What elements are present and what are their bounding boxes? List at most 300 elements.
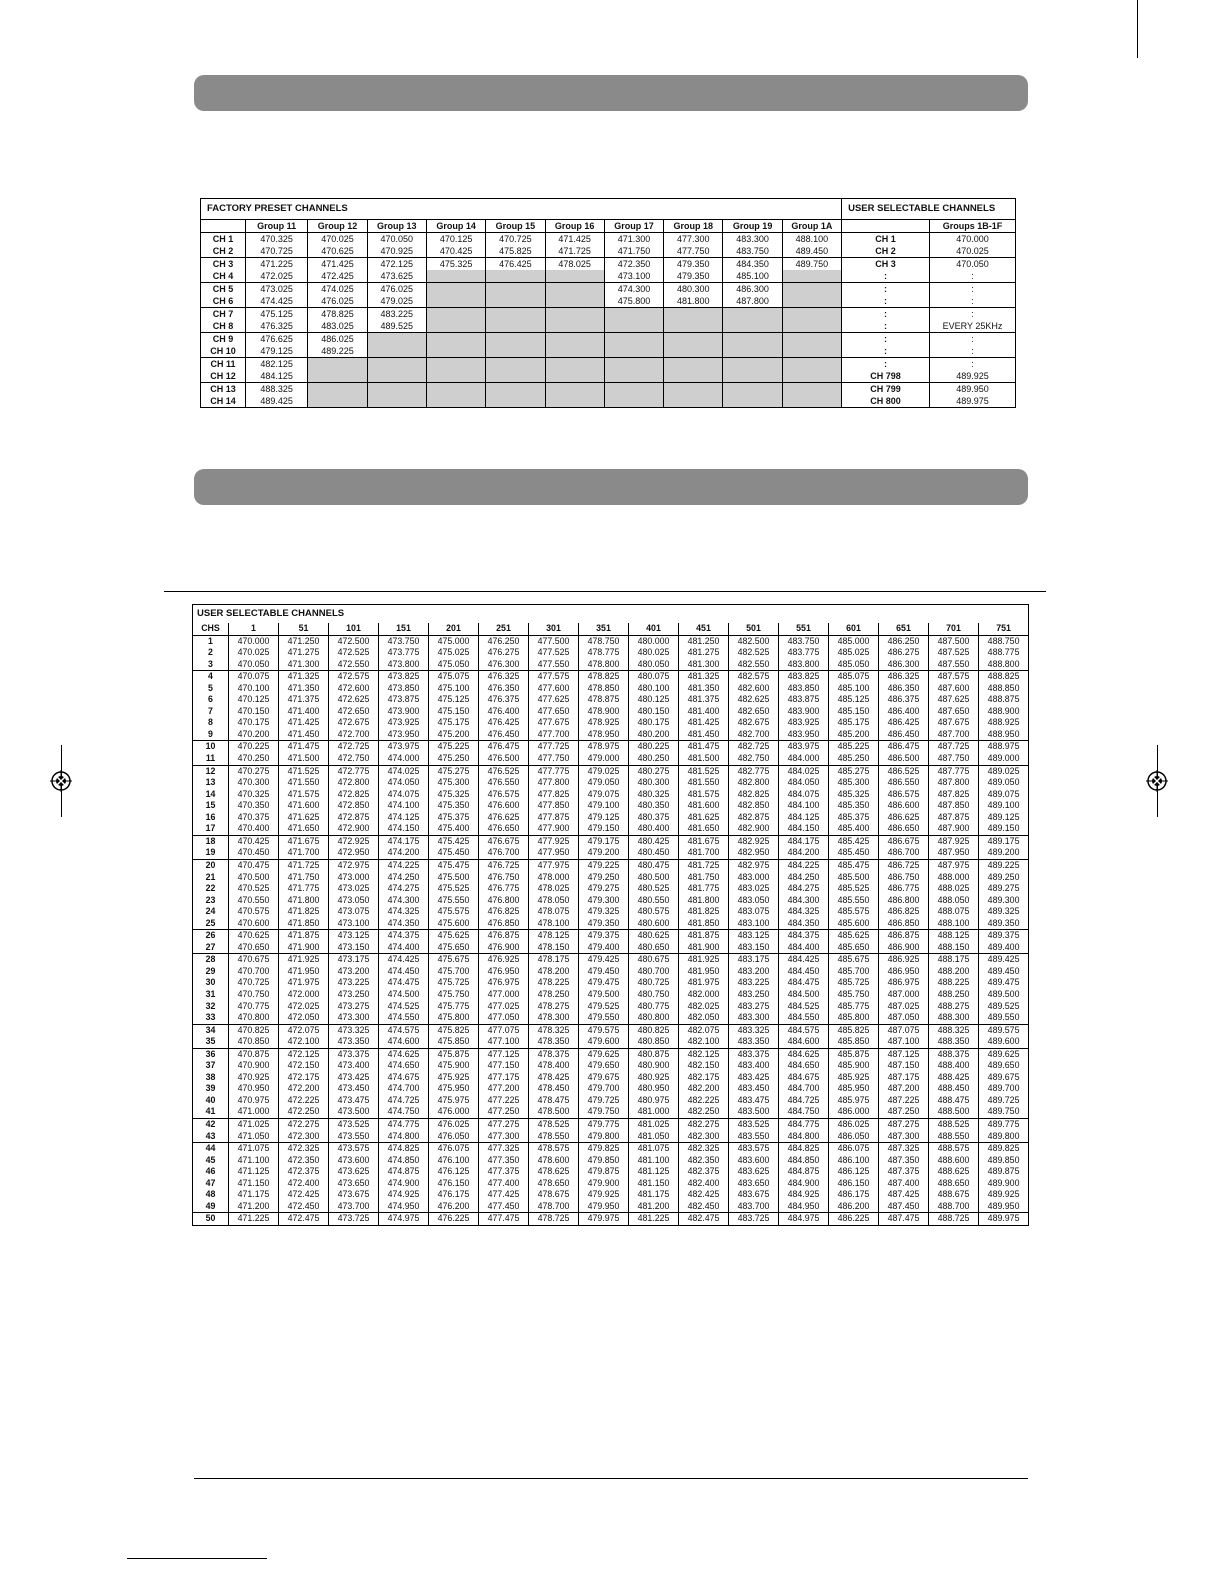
frequency-cell: 477.300 (479, 1131, 529, 1143)
empty-cell (664, 333, 723, 346)
frequency-cell: 480.925 (629, 1072, 679, 1084)
frequency-cell: 482.025 (679, 1001, 729, 1013)
frequency-cell: 473.675 (329, 1189, 379, 1201)
frequency-cell: 474.025 (308, 283, 367, 296)
group-header: Group 18 (664, 220, 723, 233)
frequency-cell: 475.225 (429, 741, 479, 753)
frequency-cell: 488.700 (929, 1201, 979, 1213)
frequency-cell: 478.600 (529, 1155, 579, 1167)
frequency-cell: 485.200 (829, 729, 879, 741)
channel-label: CH 6 (201, 295, 246, 308)
frequency-cell: 480.425 (629, 835, 679, 847)
frequency-cell: 479.275 (579, 883, 629, 895)
frequency-cell: 487.275 (879, 1118, 929, 1130)
empty-cell (782, 383, 841, 396)
channel-number: 35 (193, 1036, 229, 1048)
frequency-cell: 483.000 (729, 871, 779, 883)
frequency-cell: 483.825 (779, 671, 829, 683)
frequency-cell: 471.350 (279, 683, 329, 695)
frequency-cell: 477.125 (479, 1048, 529, 1060)
channel-number: 10 (193, 741, 229, 753)
frequency-cell: 477.500 (529, 635, 579, 647)
frequency-cell: 473.425 (329, 1072, 379, 1084)
frequency-cell: 486.725 (879, 859, 929, 871)
frequency-cell: 479.850 (579, 1155, 629, 1167)
frequency-cell: 480.525 (629, 883, 679, 895)
frequency-cell: 473.600 (329, 1155, 379, 1167)
frequency-cell: 482.175 (679, 1072, 729, 1084)
factory-row (201, 270, 1016, 283)
frequency-cell: 475.825 (486, 245, 545, 258)
frequency-cell: 485.175 (829, 717, 879, 729)
user-channel-value: 470.025 (930, 245, 1016, 258)
frequency-cell: 484.625 (779, 1048, 829, 1060)
channel-number: 5 (193, 683, 229, 695)
frequency-cell: 486.975 (879, 977, 929, 989)
frequency-cell: 482.075 (679, 1024, 729, 1036)
frequency-cell: 484.400 (779, 942, 829, 954)
frequency-cell: 481.275 (679, 647, 729, 659)
frequency-cell: 488.925 (979, 717, 1029, 729)
frequency-cell: 475.100 (429, 683, 479, 695)
user-selectable-table (192, 604, 1029, 1226)
channel-number: 27 (193, 942, 229, 954)
frequency-cell: 472.925 (329, 835, 379, 847)
frequency-cell: 483.800 (779, 659, 829, 671)
frequency-cell: 482.350 (679, 1155, 729, 1167)
empty-cell (367, 370, 426, 383)
frequency-cell: 474.875 (379, 1166, 429, 1178)
frequency-cell: 474.625 (379, 1048, 429, 1060)
frequency-cell: 486.825 (879, 906, 929, 918)
frequency-cell: 482.225 (679, 1095, 729, 1107)
frequency-cell: 480.475 (629, 859, 679, 871)
frequency-cell: 477.200 (479, 1083, 529, 1095)
user-row (193, 1095, 1029, 1107)
frequency-cell: 477.100 (479, 1036, 529, 1048)
frequency-cell: 476.325 (245, 320, 307, 333)
frequency-cell: 487.525 (929, 647, 979, 659)
channel-number: 20 (193, 859, 229, 871)
frequency-cell: 471.500 (279, 753, 329, 765)
frequency-cell: 481.350 (679, 683, 729, 695)
frequency-cell: 475.550 (429, 895, 479, 907)
frequency-cell: 473.975 (379, 741, 429, 753)
user-row (193, 1106, 1029, 1118)
frequency-cell: 486.025 (308, 333, 367, 346)
frequency-cell: 474.525 (379, 1001, 429, 1013)
channel-number: 34 (193, 1024, 229, 1036)
frequency-cell: 474.275 (379, 883, 429, 895)
user-row (193, 647, 1029, 659)
frequency-cell: 473.475 (329, 1095, 379, 1107)
frequency-cell: 485.800 (829, 1012, 879, 1024)
frequency-cell: 473.750 (379, 635, 429, 647)
frequency-cell: 488.100 (929, 918, 979, 930)
factory-row (201, 295, 1016, 308)
frequency-cell: 472.825 (329, 789, 379, 801)
user-channel-label: CH 800 (842, 395, 930, 408)
factory-title-row (201, 199, 1016, 220)
frequency-cell: 470.725 (245, 245, 307, 258)
frequency-cell: 481.850 (679, 918, 729, 930)
frequency-cell: 473.575 (329, 1143, 379, 1155)
empty-cell (426, 345, 485, 358)
frequency-cell: 484.900 (779, 1178, 829, 1190)
frequency-cell: 480.325 (629, 789, 679, 801)
frequency-cell: 480.275 (629, 765, 679, 777)
frequency-cell: 480.050 (629, 659, 679, 671)
frequency-cell: 480.350 (629, 800, 679, 812)
channel-number: 15 (193, 800, 229, 812)
frequency-cell: 481.975 (679, 977, 729, 989)
frequency-cell: 474.075 (379, 789, 429, 801)
channel-number: 48 (193, 1189, 229, 1201)
frequency-cell: 484.075 (779, 789, 829, 801)
group-header: Group 19 (723, 220, 782, 233)
frequency-cell: 486.625 (879, 812, 929, 824)
frequency-cell: 477.725 (529, 741, 579, 753)
frequency-cell: 471.100 (229, 1155, 279, 1167)
frequency-cell: 488.250 (929, 989, 979, 1001)
empty-cell (426, 283, 485, 296)
frequency-cell: 470.675 (229, 954, 279, 966)
frequency-cell: 485.100 (829, 683, 879, 695)
frequency-cell: 484.200 (779, 847, 829, 859)
frequency-cell: 471.700 (279, 847, 329, 859)
channel-label: CH 12 (201, 370, 246, 383)
frequency-cell: 471.675 (279, 835, 329, 847)
frequency-cell: 482.500 (729, 635, 779, 647)
frequency-cell: 475.025 (429, 647, 479, 659)
frequency-cell: 487.425 (879, 1189, 929, 1201)
frequency-cell: 476.175 (429, 1189, 479, 1201)
frequency-cell: 486.225 (829, 1213, 879, 1226)
frequency-cell: 485.975 (829, 1095, 879, 1107)
frequency-cell: 471.425 (545, 233, 604, 246)
frequency-cell: 483.350 (729, 1036, 779, 1048)
frequency-cell: 488.975 (979, 741, 1029, 753)
frequency-cell: 471.750 (279, 871, 329, 883)
frequency-cell: 485.575 (829, 906, 879, 918)
frequency-cell: 471.075 (229, 1143, 279, 1155)
channel-number: 25 (193, 918, 229, 930)
frequency-cell: 471.950 (279, 966, 329, 978)
frequency-cell: 475.525 (429, 883, 479, 895)
frequency-cell: 475.475 (429, 859, 479, 871)
frequency-cell: 485.100 (723, 270, 782, 283)
frequency-cell: 486.475 (879, 741, 929, 753)
empty-cell (723, 358, 782, 371)
frequency-cell: 475.125 (245, 308, 307, 321)
frequency-cell: 477.800 (529, 777, 579, 789)
frequency-cell: 470.625 (229, 930, 279, 942)
empty-cell (604, 345, 663, 358)
frequency-cell: 476.925 (479, 954, 529, 966)
frequency-cell: 476.525 (479, 765, 529, 777)
frequency-cell: 472.350 (604, 258, 663, 271)
frequency-cell: 485.275 (829, 765, 879, 777)
frequency-cell: 479.025 (579, 765, 629, 777)
empty-cell (604, 383, 663, 396)
frequency-cell: 487.850 (929, 800, 979, 812)
frequency-cell: 487.200 (879, 1083, 929, 1095)
frequency-cell: 486.650 (879, 823, 929, 835)
empty-cell (545, 358, 604, 371)
frequency-cell: 475.625 (429, 930, 479, 942)
user-channel-value: : (930, 333, 1016, 346)
frequency-cell: 471.600 (279, 800, 329, 812)
frequency-cell: 474.800 (379, 1131, 429, 1143)
frequency-cell: 470.050 (367, 233, 426, 246)
frequency-cell: 474.175 (379, 835, 429, 847)
frequency-cell: 477.625 (529, 694, 579, 706)
empty-cell (782, 295, 841, 308)
frequency-cell: 471.900 (279, 942, 329, 954)
frequency-cell: 477.700 (529, 729, 579, 741)
user-header-blank (842, 220, 930, 233)
user-row (193, 835, 1029, 847)
channel-number: 7 (193, 706, 229, 718)
frequency-cell: 483.200 (729, 966, 779, 978)
frequency-cell: 485.150 (829, 706, 879, 718)
frequency-cell: 480.650 (629, 942, 679, 954)
channel-number: 17 (193, 823, 229, 835)
frequency-cell: 484.550 (779, 1012, 829, 1024)
empty-cell (308, 358, 367, 371)
frequency-cell: 484.350 (723, 258, 782, 271)
frequency-cell: 479.950 (579, 1201, 629, 1213)
channel-label: CH 8 (201, 320, 246, 333)
frequency-cell: 472.550 (329, 659, 379, 671)
frequency-cell: 478.300 (529, 1012, 579, 1024)
empty-cell (486, 395, 545, 408)
frequency-cell: 484.375 (779, 930, 829, 942)
frequency-cell: 482.800 (729, 777, 779, 789)
frequency-cell: 477.025 (479, 1001, 529, 1013)
frequency-cell: 472.075 (279, 1024, 329, 1036)
frequency-cell: 475.775 (429, 1001, 479, 1013)
frequency-cell: 471.800 (279, 895, 329, 907)
frequency-cell: 472.100 (279, 1036, 329, 1048)
frequency-cell: 470.025 (308, 233, 367, 246)
user-channel-value: 470.050 (930, 258, 1016, 271)
frequency-cell: 473.800 (379, 659, 429, 671)
user-table-title: USER SELECTABLE CHANNELS (193, 605, 1029, 624)
frequency-cell: 470.125 (229, 694, 279, 706)
frequency-cell: 488.325 (245, 383, 307, 396)
frequency-cell: 472.425 (308, 270, 367, 283)
channel-number: 19 (193, 847, 229, 859)
frequency-cell: 478.975 (579, 741, 629, 753)
frequency-cell: 475.950 (429, 1083, 479, 1095)
frequency-cell: 471.875 (279, 930, 329, 942)
frequency-cell: 474.425 (245, 295, 307, 308)
frequency-cell: 487.825 (929, 789, 979, 801)
frequency-cell: 483.400 (729, 1060, 779, 1072)
empty-cell (426, 383, 485, 396)
frequency-cell: 487.300 (879, 1131, 929, 1143)
empty-cell (664, 395, 723, 408)
frequency-cell: 479.575 (579, 1024, 629, 1036)
frequency-cell: 472.875 (329, 812, 379, 824)
frequency-cell: 481.875 (679, 930, 729, 942)
frequency-cell: 486.350 (879, 683, 929, 695)
empty-cell (545, 320, 604, 333)
user-channel-value: : (930, 308, 1016, 321)
user-channel-value: 489.975 (930, 395, 1016, 408)
empty-cell (723, 370, 782, 383)
empty-cell (723, 395, 782, 408)
frequency-cell: 484.525 (779, 1001, 829, 1013)
user-row (193, 954, 1029, 966)
group-header: Group 14 (426, 220, 485, 233)
frequency-cell: 477.375 (479, 1166, 529, 1178)
frequency-cell: 478.125 (529, 930, 579, 942)
frequency-cell: 479.550 (579, 1012, 629, 1024)
frequency-cell: 471.650 (279, 823, 329, 835)
frequency-cell: 478.650 (529, 1178, 579, 1190)
frequency-cell: 477.825 (529, 789, 579, 801)
empty-cell (426, 320, 485, 333)
frequency-cell: 484.850 (779, 1155, 829, 1167)
frequency-cell: 476.075 (429, 1143, 479, 1155)
frequency-cell: 475.250 (429, 753, 479, 765)
frequency-cell: 473.050 (329, 895, 379, 907)
frequency-cell: 474.825 (379, 1143, 429, 1155)
frequency-cell: 486.900 (879, 942, 929, 954)
frequency-cell: 480.625 (629, 930, 679, 942)
frequency-cell: 488.425 (929, 1072, 979, 1084)
user-row (193, 906, 1029, 918)
column-header: 151 (379, 623, 429, 635)
frequency-cell: 470.500 (229, 871, 279, 883)
frequency-cell: 473.625 (329, 1166, 379, 1178)
channel-number: 22 (193, 883, 229, 895)
frequency-cell: 479.525 (579, 1001, 629, 1013)
frequency-cell: 473.300 (329, 1012, 379, 1024)
frequency-cell: 488.600 (929, 1155, 979, 1167)
frequency-cell: 480.000 (629, 635, 679, 647)
frequency-cell: 470.975 (229, 1095, 279, 1107)
frequency-cell: 486.700 (879, 847, 929, 859)
frequency-cell: 478.225 (529, 977, 579, 989)
frequency-cell: 474.450 (379, 966, 429, 978)
empty-cell (723, 320, 782, 333)
frequency-cell: 473.325 (329, 1024, 379, 1036)
frequency-cell: 473.450 (329, 1083, 379, 1095)
frequency-cell: 475.425 (429, 835, 479, 847)
factory-row (201, 258, 1016, 271)
frequency-cell: 482.425 (679, 1189, 729, 1201)
user-channel-label: : (842, 333, 930, 346)
frequency-cell: 480.150 (629, 706, 679, 718)
frequency-cell: 473.275 (329, 1001, 379, 1013)
frequency-cell: 480.200 (629, 729, 679, 741)
channel-number: 21 (193, 871, 229, 883)
empty-cell (604, 320, 663, 333)
frequency-cell: 477.675 (529, 717, 579, 729)
frequency-cell: 473.400 (329, 1060, 379, 1072)
frequency-cell: 489.425 (979, 954, 1029, 966)
frequency-cell: 470.850 (229, 1036, 279, 1048)
frequency-cell: 482.100 (679, 1036, 729, 1048)
frequency-cell: 488.125 (929, 930, 979, 942)
frequency-cell: 472.625 (329, 694, 379, 706)
user-channel-value: : (930, 270, 1016, 283)
frequency-cell: 486.050 (829, 1131, 879, 1143)
frequency-cell: 480.875 (629, 1048, 679, 1060)
frequency-cell: 486.800 (879, 895, 929, 907)
user-row (193, 694, 1029, 706)
frequency-cell: 486.100 (829, 1155, 879, 1167)
frequency-cell: 485.825 (829, 1024, 879, 1036)
frequency-cell: 476.750 (479, 871, 529, 883)
frequency-cell: 475.050 (429, 659, 479, 671)
frequency-cell: 489.025 (979, 765, 1029, 777)
frequency-cell: 476.100 (429, 1155, 479, 1167)
frequency-cell: 483.050 (729, 895, 779, 907)
channel-number: 3 (193, 659, 229, 671)
frequency-cell: 486.300 (879, 659, 929, 671)
empty-cell (426, 333, 485, 346)
frequency-cell: 471.225 (229, 1213, 279, 1226)
frequency-cell: 489.000 (979, 753, 1029, 765)
section-rule (164, 591, 1046, 592)
empty-cell (367, 345, 426, 358)
frequency-cell: 484.450 (779, 966, 829, 978)
empty-cell (308, 395, 367, 408)
frequency-cell: 477.325 (479, 1143, 529, 1155)
frequency-cell: 489.625 (979, 1048, 1029, 1060)
channel-number: 45 (193, 1155, 229, 1167)
empty-cell (486, 283, 545, 296)
frequency-cell: 478.000 (529, 871, 579, 883)
frequency-cell: 489.950 (979, 1201, 1029, 1213)
frequency-cell: 475.650 (429, 942, 479, 954)
frequency-cell: 476.550 (479, 777, 529, 789)
frequency-cell: 479.375 (579, 930, 629, 942)
empty-cell (486, 308, 545, 321)
empty-cell (604, 395, 663, 408)
empty-cell (664, 383, 723, 396)
frequency-cell: 479.325 (579, 906, 629, 918)
frequency-cell: 471.425 (279, 717, 329, 729)
frequency-cell: 478.025 (545, 258, 604, 271)
channel-number: 8 (193, 717, 229, 729)
frequency-cell: 482.200 (679, 1083, 729, 1095)
frequency-cell: 483.575 (729, 1143, 779, 1155)
frequency-cell: 478.950 (579, 729, 629, 741)
empty-cell (367, 358, 426, 371)
frequency-cell: 470.325 (245, 233, 307, 246)
frequency-cell: 484.500 (779, 989, 829, 1001)
frequency-cell: 489.300 (979, 895, 1029, 907)
frequency-cell: 489.400 (979, 942, 1029, 954)
frequency-cell: 478.800 (579, 659, 629, 671)
frequency-cell: 484.250 (779, 871, 829, 883)
frequency-cell: 489.450 (979, 966, 1029, 978)
frequency-cell: 484.050 (779, 777, 829, 789)
frequency-cell: 482.700 (729, 729, 779, 741)
frequency-cell: 488.325 (929, 1024, 979, 1036)
frequency-cell: 489.775 (979, 1118, 1029, 1130)
frequency-cell: 472.025 (279, 1001, 329, 1013)
frequency-cell: 474.675 (379, 1072, 429, 1084)
frequency-cell: 481.525 (679, 765, 729, 777)
frequency-cell: 488.850 (979, 683, 1029, 695)
factory-row (201, 383, 1016, 396)
